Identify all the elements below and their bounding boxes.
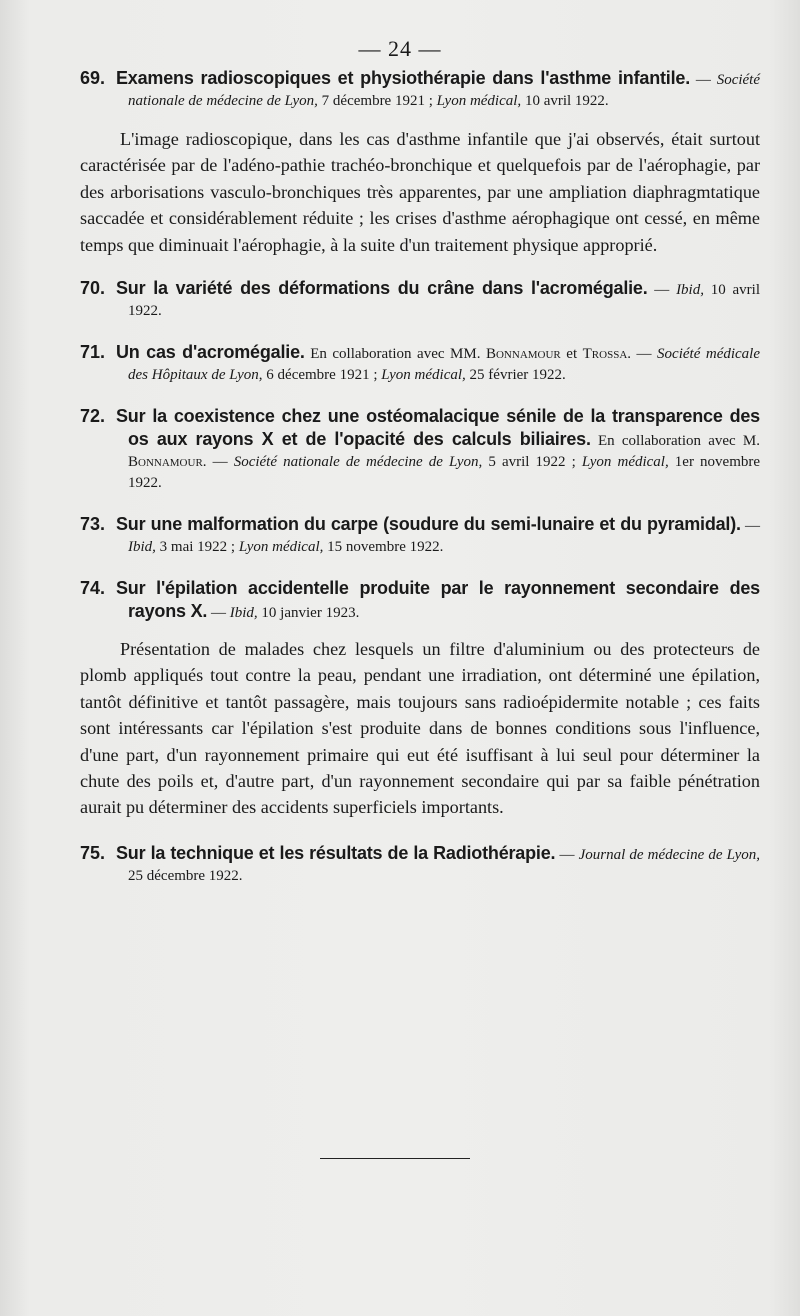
entry-date: 10 janvier 1923. [257, 605, 360, 622]
entry-heading [80, 406, 760, 494]
entry-date: 7 décembre 1921 ; [317, 93, 437, 109]
entry-heading [80, 278, 760, 322]
entry-date: 25 décembre 1922. [128, 867, 243, 884]
entry-collab-joiner: et [560, 346, 583, 363]
entry-dash: — [690, 72, 717, 88]
entry-journal: Lyon médical, [381, 367, 466, 384]
entry-journal-date: 25 février 1922. [465, 367, 566, 384]
entry-dash: — [555, 846, 579, 863]
entry-72 [80, 406, 760, 494]
entry-title: Sur la coexistence chez une ostéomalacique sénile de la transparence des os aux rayons X et de l'opacité des calculs biliaires. [116, 406, 760, 450]
entry-collab-prefix: En collaboration avec M. [590, 433, 760, 450]
entry-number: 74. [80, 578, 106, 599]
entry-title: Sur la variété des déformations du crâne dans l'acromégalie. [116, 278, 648, 299]
entry-source: Société médicale des Hôpitaux de Lyon, [128, 346, 761, 384]
entry-source: Société nationale de médecine de Lyon, [233, 454, 483, 471]
entry-collaborator: Bonnamour [128, 454, 203, 471]
entry-number: 72. [80, 406, 106, 427]
entry-abstract: Présentation de malades chez lesquels un filtre d'aluminium ou des protecteurs de plomb appliqués tout contre la peau, pendant une irradiation, ont déterminé une épilation, tantôt définitive et tantôt passagère, mais toujours sans radioépidermite notable ; ces faits sont intéressants car l'épilation s'est produite dans de bonnes conditions sous l'influence, d'une part, d'un rayonnement primaire qui eut été isuffisant à lui seul pour déterminer la chute des poils et, d'autre part, d'un rayonnement secondaire qui par sa faible pénétration aurait pu déterminer des accidents superficiels importants. [80, 639, 760, 818]
entry-date: 5 avril 1922 ; [482, 454, 582, 471]
entry-heading [80, 843, 760, 887]
entry-journal: Lyon médical, [238, 539, 324, 556]
entry-number: 70. [80, 278, 106, 299]
entry-date: 3 mai 1922 ; [155, 539, 239, 556]
entry-dash: — [647, 282, 677, 299]
entry-collab-prefix: En collaboration avec MM. [304, 346, 486, 363]
entry-dash: . — [627, 346, 658, 363]
entry-title: Sur une malformation du carpe (soudure du semi-lunaire et du pyramidal). [116, 514, 741, 535]
entry-75 [80, 843, 760, 887]
entry-journal: Lyon médical, [581, 454, 669, 471]
entry-dash: — [740, 518, 760, 535]
bibliography-list [80, 64, 760, 887]
entry-title: Sur l'épilation accidentelle produite par le rayonnement secondaire des rayons X. [116, 578, 760, 622]
entry-abstract: L'image radioscopique, dans les cas d'asthme infantile que j'ai observés, était surtout caractérisée par de l'adéno-pathie trachéo-bronchique et quelquefois par de l'aérophagie, par des arborisations vasculo-bronchiques très apparentes, par une ampliation diaphragmtatique saccadée et considérablement réduite ; les crises d'asthme aérophagique ont cessé, en même temps que diminuait l'aérophagie, à la suite d'un traitement physique approprié. [80, 129, 760, 255]
entry-69 [80, 68, 760, 258]
entry-source: Société nationale de médecine de Lyon, [128, 72, 760, 109]
entry-70 [80, 278, 760, 322]
entry-number: 75. [80, 842, 106, 863]
entry-journal-date: 1er novembre 1922. [128, 454, 761, 492]
entry-date: 10 avril 1922. [128, 282, 760, 320]
entry-heading [80, 578, 760, 624]
entry-title: Examens radioscopiques et physiothérapie dans l'asthme infantile. [116, 68, 690, 88]
entry-dash: — [207, 605, 230, 622]
entry-heading [80, 342, 760, 386]
entry-number: 71. [80, 342, 106, 363]
entry-source: Ibid, [229, 605, 258, 622]
entry-title: Sur la technique et les résultats de la Radiothérapie. [116, 842, 556, 863]
entry-number: 69. [80, 68, 106, 88]
section-separator-line [320, 1158, 470, 1159]
entry-74 [80, 578, 760, 821]
entry-source: Journal de médecine de Lyon, [578, 846, 760, 863]
entry-collaborator: Trossa [582, 346, 628, 363]
entry-source: Ibid, [128, 539, 156, 556]
entry-dash: . — [202, 454, 234, 471]
entry-source: Ibid, [676, 282, 704, 299]
entry-date: 6 décembre 1921 ; [262, 367, 382, 384]
entry-collaborator: Bonnamour [485, 346, 561, 363]
entry-title: Un cas d'acromégalie. [116, 342, 305, 363]
entry-71 [80, 342, 760, 386]
entry-number: 73. [80, 514, 106, 535]
entry-heading [80, 514, 760, 558]
entry-journal: Lyon médical, [436, 93, 522, 109]
entry-journal-date: 15 novembre 1922. [323, 539, 444, 556]
page-number: — 24 — [358, 36, 442, 61]
entry-journal-date: 10 avril 1922. [521, 93, 609, 109]
entry-73 [80, 514, 760, 558]
entry-heading [80, 68, 760, 112]
